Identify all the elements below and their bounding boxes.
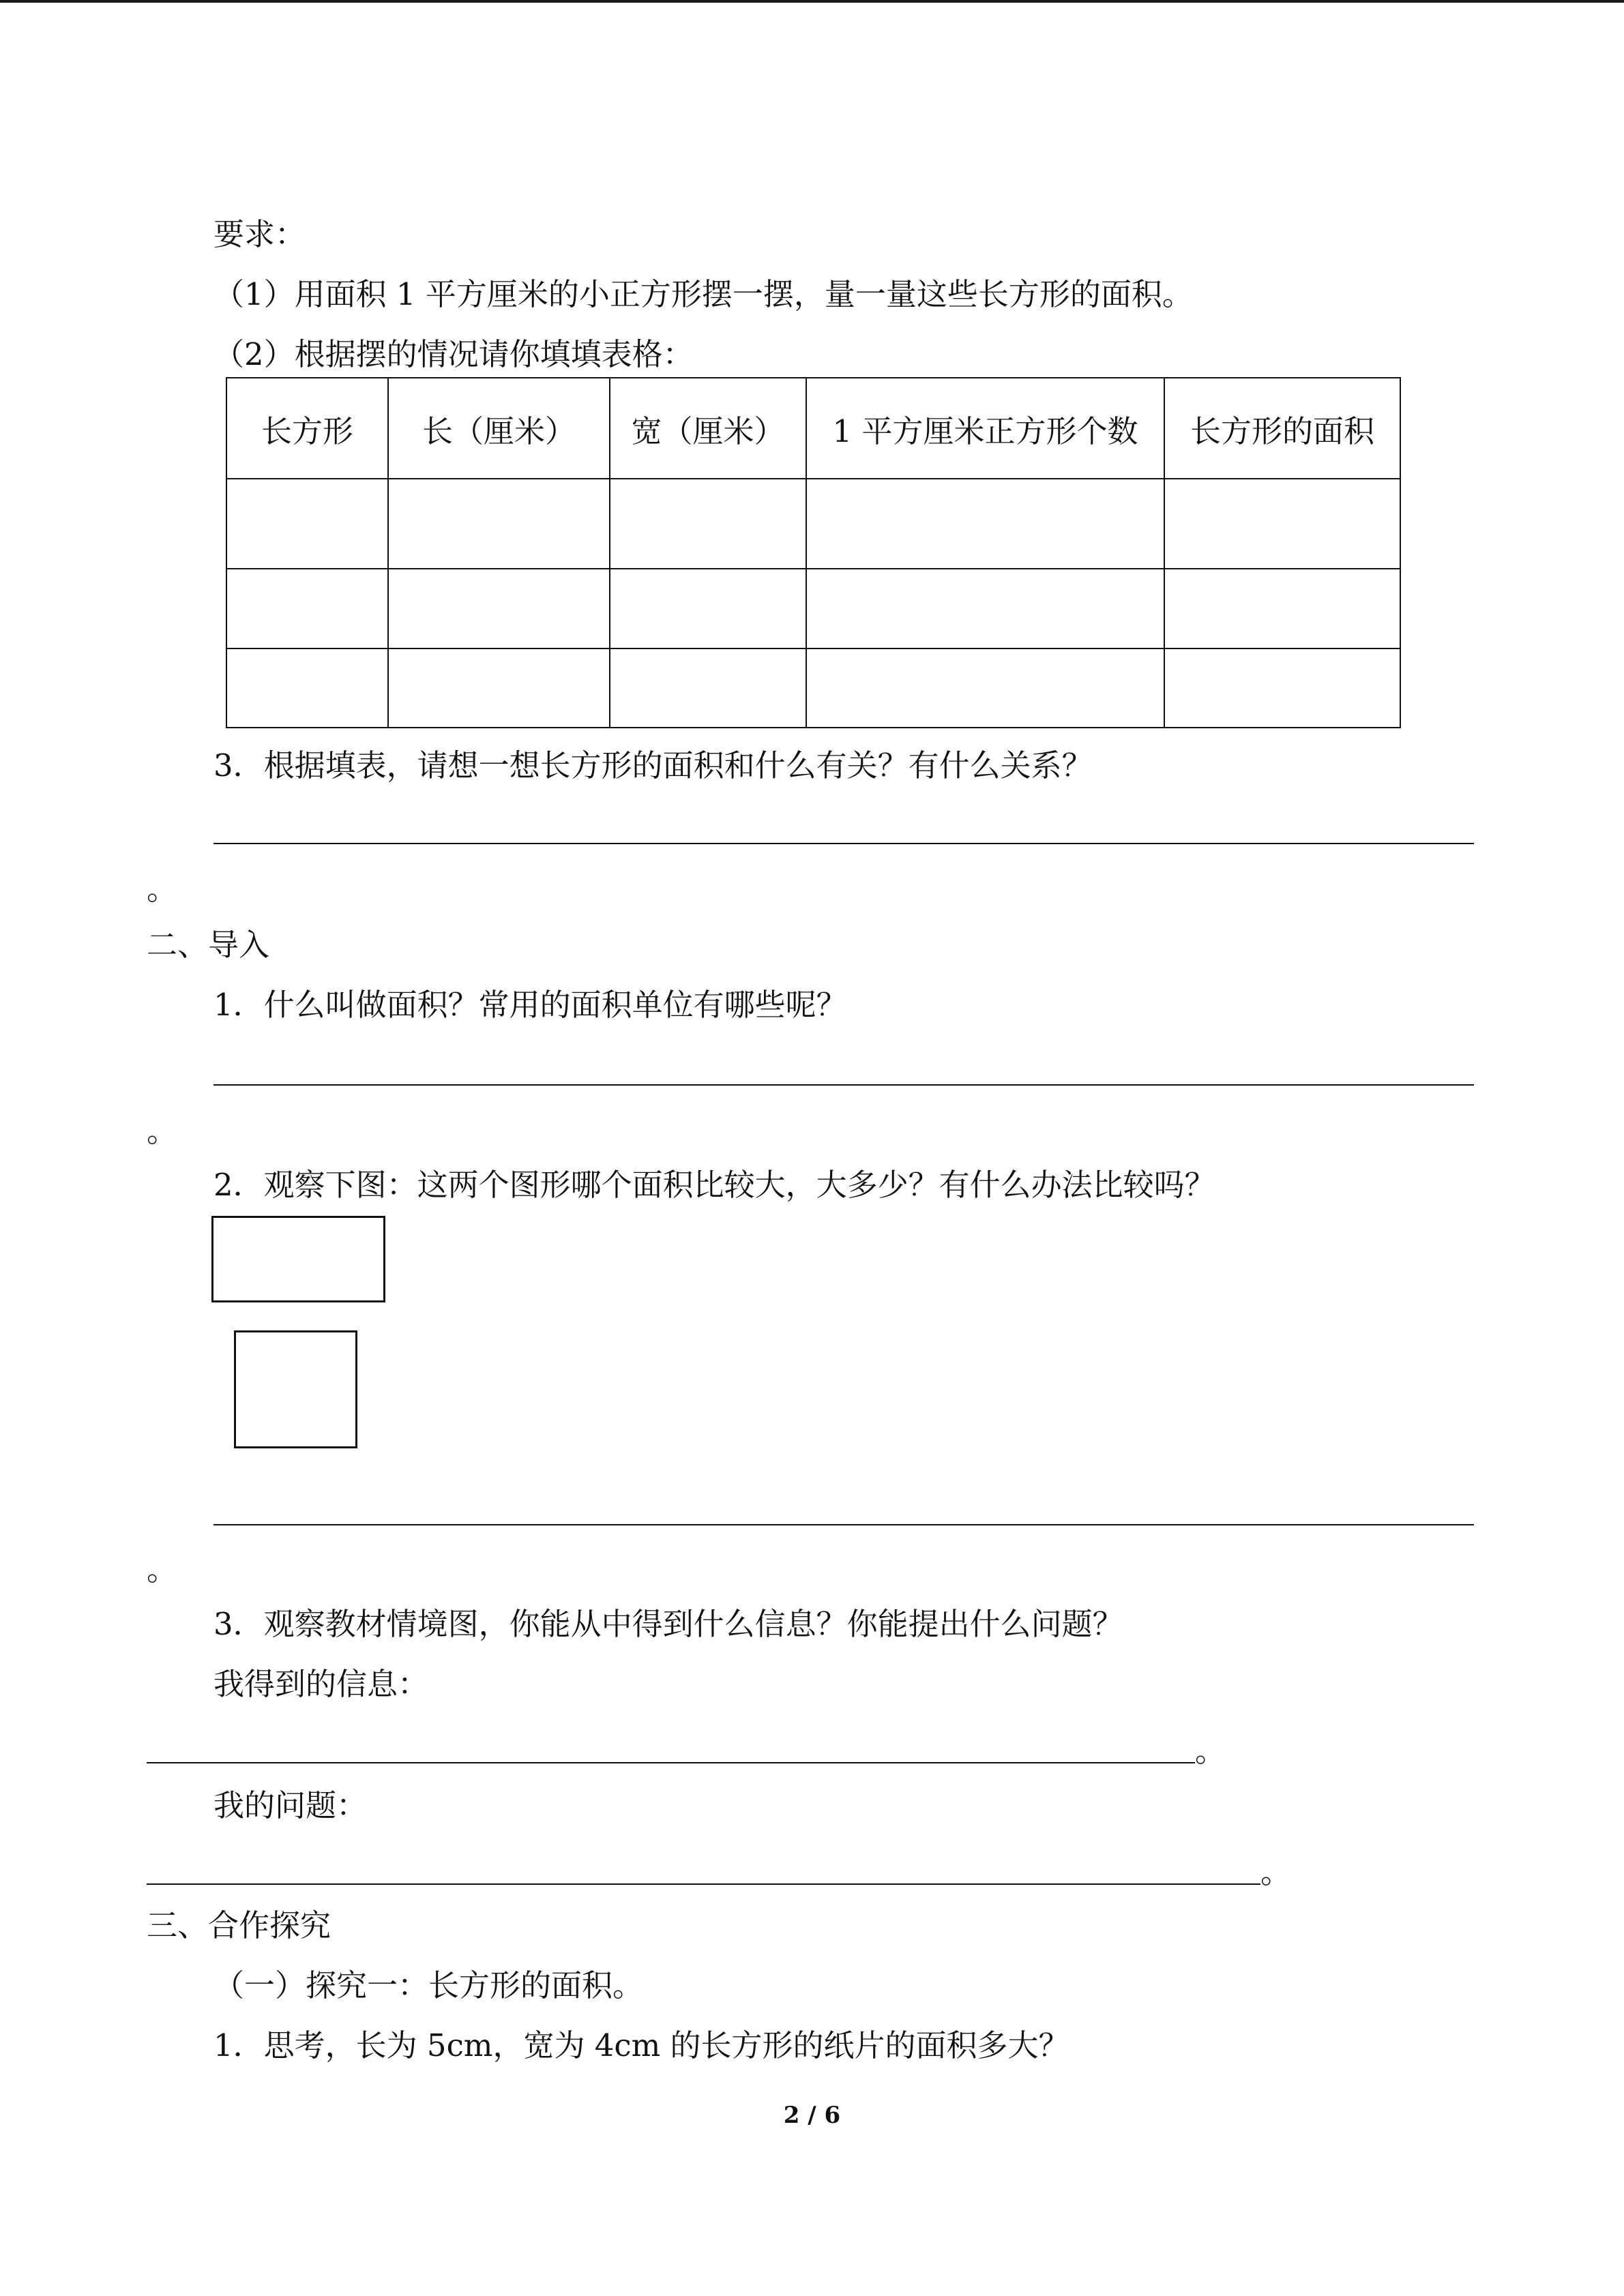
answer-line[interactable] xyxy=(213,1524,1474,1525)
answer-line[interactable] xyxy=(213,1084,1474,1086)
table-cell[interactable] xyxy=(806,479,1164,569)
page-number: 2 / 6 xyxy=(783,2102,841,2129)
table-cell[interactable] xyxy=(806,569,1164,648)
table-row xyxy=(226,479,1400,569)
table-row xyxy=(226,569,1400,648)
period-mark: 。 xyxy=(1260,1854,1292,1890)
question-3-think: 3．根据填表，请想一想长方形的面积和什么有关？有什么关系？ xyxy=(213,747,1093,784)
section-2-question-2: 2．观察下图：这两个图形哪个面积比较大，大多少？有什么办法比较吗？ xyxy=(213,1167,1215,1203)
info-answer-line[interactable] xyxy=(147,1762,1195,1763)
info-label: 我得到的信息： xyxy=(213,1666,429,1702)
requirement-heading: 要求： xyxy=(213,216,306,252)
table-cell[interactable] xyxy=(226,648,388,728)
section-3-question-1: 1．思考，长为 5cm，宽为 4cm 的长方形的纸片的面积多大？ xyxy=(213,2027,1069,2063)
header-length: 长（厘米） xyxy=(388,378,610,479)
question-answer-line[interactable] xyxy=(147,1883,1260,1885)
table-cell[interactable] xyxy=(388,569,610,648)
table-cell[interactable] xyxy=(1164,648,1400,728)
requirement-item-1: （1）用面积 1 平方厘米的小正方形摆一摆，量一量这些长方形的面积。 xyxy=(213,276,1193,312)
table-row xyxy=(226,648,1400,728)
period-mark: 。 xyxy=(1195,1733,1226,1769)
square-figure xyxy=(234,1330,357,1448)
header-square-count: 1 平方厘米正方形个数 xyxy=(806,378,1164,479)
table-cell[interactable] xyxy=(610,569,806,648)
table-cell[interactable] xyxy=(610,479,806,569)
period-mark: 。 xyxy=(147,871,178,907)
fill-in-table xyxy=(226,377,1401,728)
header-rectangle: 长方形 xyxy=(226,378,388,479)
table-cell[interactable] xyxy=(388,648,610,728)
answer-line[interactable] xyxy=(213,843,1474,844)
table-cell[interactable] xyxy=(226,479,388,569)
table-cell[interactable] xyxy=(806,648,1164,728)
period-mark: 。 xyxy=(147,1113,178,1149)
requirement-item-2: （2）根据摆的情况请你填填表格： xyxy=(213,336,694,372)
table-header-row xyxy=(226,378,1400,479)
question-label: 我的问题： xyxy=(213,1787,368,1823)
section-2-question-3: 3．观察教材情境图，你能从中得到什么信息？你能提出什么问题？ xyxy=(213,1606,1123,1642)
section-3-title: 三、合作探究 xyxy=(147,1907,331,1943)
table-cell[interactable] xyxy=(1164,479,1400,569)
header-area: 长方形的面积 xyxy=(1164,378,1400,479)
table-cell[interactable] xyxy=(388,479,610,569)
rectangle-figure xyxy=(211,1216,385,1302)
section-2-question-1: 1．什么叫做面积？常用的面积单位有哪些呢？ xyxy=(213,987,847,1023)
table-cell[interactable] xyxy=(1164,569,1400,648)
table-cell[interactable] xyxy=(610,648,806,728)
table-cell[interactable] xyxy=(226,569,388,648)
top-border xyxy=(0,0,1624,3)
header-width: 宽（厘米） xyxy=(610,378,806,479)
section-3-subsection-1: （一）探究一：长方形的面积。 xyxy=(213,1967,644,2003)
section-2-title: 二、导入 xyxy=(147,927,270,963)
period-mark: 。 xyxy=(147,1551,178,1587)
